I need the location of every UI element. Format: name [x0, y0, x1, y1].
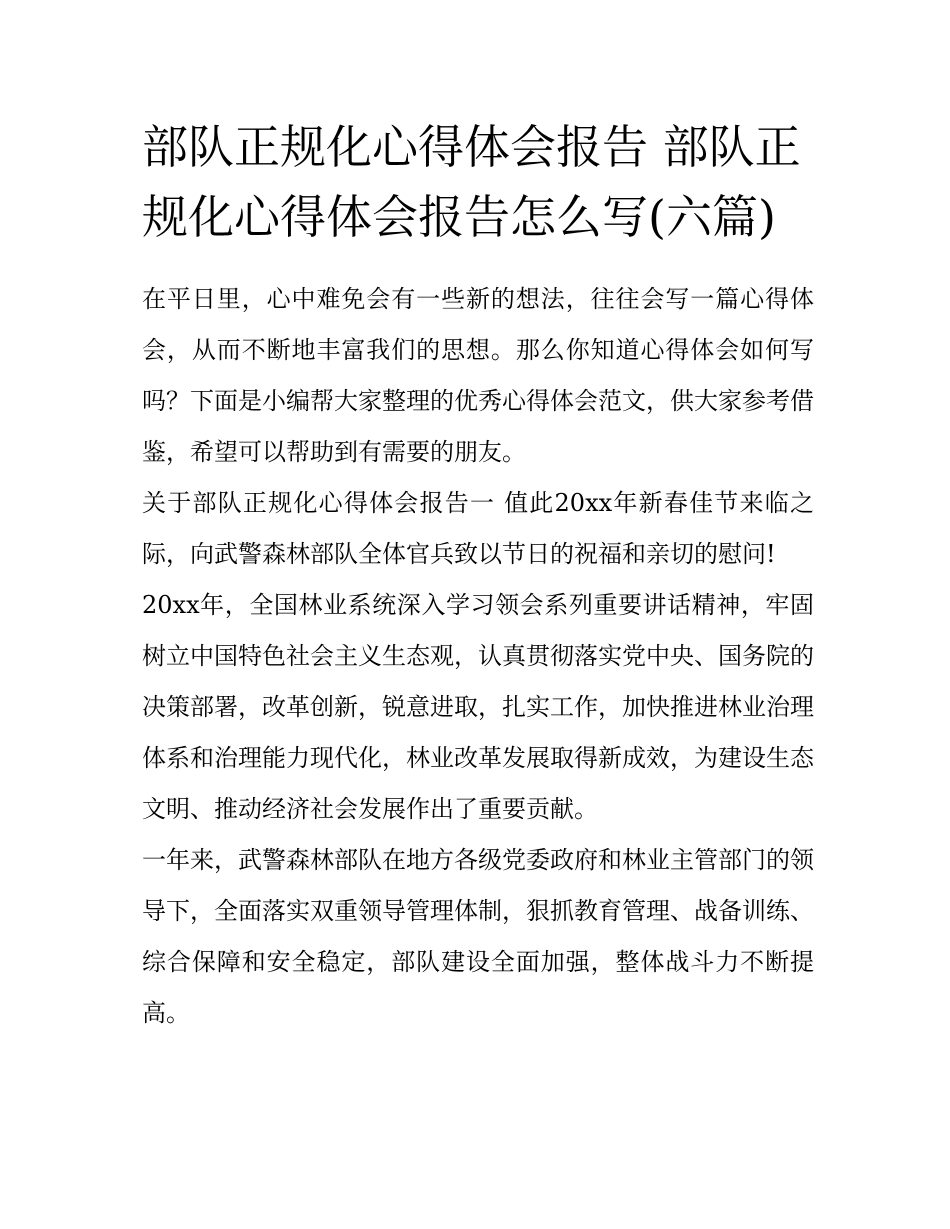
document-title: 部队正规化心得体会报告 部队正规化心得体会报告怎么写(六篇): [142, 120, 801, 244]
paragraph-intro: 在平日里，心中难免会有一些新的想法，往往会写一篇心得体会，从而不断地丰富我们的思想。那么你知道心得体会如何写吗？下面是小编帮大家整理的优秀心得体会范文，供大家参考借鉴，希望可以帮助到有需要的朋友。: [142, 285, 814, 466]
document-content: [142, 112, 814, 1039]
paragraph-year-review: 一年来，武警森林部队在地方各级党委政府和林业主管部门的领导下，全面落实双重领导管理体制，狠抓教育管理、战备训练、综合保障和安全稳定，部队建设全面加强，整体战斗力不断提高。: [142, 846, 814, 1027]
paragraph-achievements: 20xx年，全国林业系统深入学习领会系列重要讲话精神，牢固树立中国特色社会主义生态观，认真贯彻落实党中央、国务院的决策部署，改革创新，锐意进取，扎实工作，加快推进林业治理体系和治理能力现代化，林业改革发展取得新成效，为建设生态文明、推动经济社会发展作出了重要贡献。: [142, 591, 814, 823]
document-body: [142, 274, 814, 1039]
paragraph-greeting: 关于部队正规化心得体会报告一 值此20xx年新春佳节来临之际，向武警森林部队全体官兵致以节日的祝福和亲切的慰问!: [142, 489, 814, 568]
